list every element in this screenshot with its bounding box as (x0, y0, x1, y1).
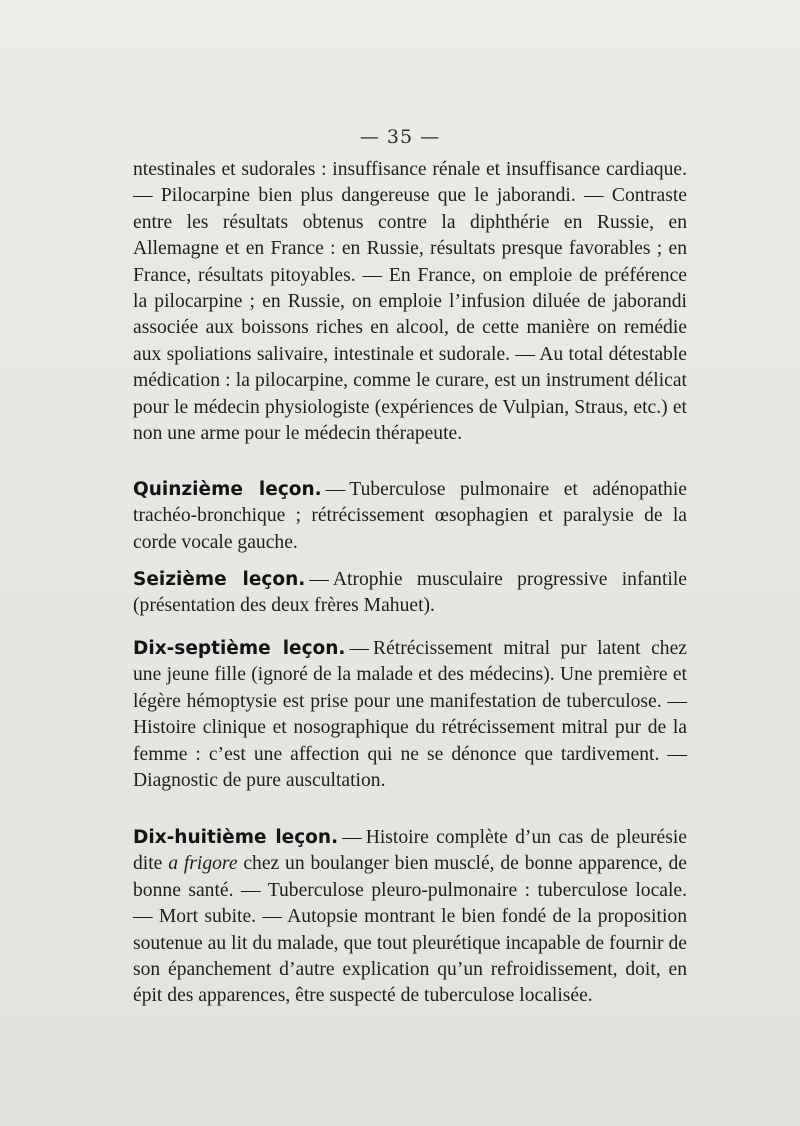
paragraph-lesson-18 (133, 825, 687, 1010)
lesson-heading: Seizième leçon. (133, 569, 306, 590)
paragraph-text: Rétrécissement mitral pur latent chez une jeune fille (ignoré de la malade et des médecins). Une première et légère hémoptysie est prise pour une manifestation de tuberculose. — Histoire clinique et nosographique du rétrécissement mitral pur de la femme : c’est une affection qui ne se dénonce que tardivement. — Diagnostic de pure auscultation. (133, 638, 687, 792)
lesson-heading: Quinzième leçon. (133, 479, 322, 500)
paragraph-continuation (133, 157, 687, 447)
lesson-heading: Dix-huitième leçon. (133, 827, 339, 848)
lesson-heading: Dix-septième leçon. (133, 638, 346, 659)
em-dash: — (325, 479, 346, 500)
em-dash: — (309, 569, 329, 590)
paragraph-text: Atrophie musculaire progressive infantile (présentation des deux frères Mahuet). (133, 569, 687, 617)
em-dash: — (342, 827, 362, 848)
paragraph-text: Histoire complète d’un cas de pleurésie dite (133, 827, 687, 875)
paragraph-text: ntestinales et sudorales : insuffisance rénale et insuffisance cardiaque. — Pilocarpine bien plus dangereuse que le jaborandi. — Contraste entre les résultats obtenus contre la diphthérie en Russie, en Allemagne et en France : en Russie, résultats presque favorables ; en France, résultats pitoyables. — En France, on emploie de préférence la pilocarpine ; en Russie, on emploie l’infusion diluée de jaborandi associée aux boissons riches en alcool, de cette manière on remédie aux spoliations salivaire, intestinale et sudorale. — Au total détestable médication : la pilocarpine, comme le curare, est un instrument délicat pour le médecin physiologiste (expériences de Vulpian, Straus, etc.) et non une arme pour le médecin thérapeute. (133, 159, 687, 445)
paragraph-lesson-17 (133, 636, 687, 794)
paragraph-text: chez un boulanger bien musclé, de bonne apparence, de bonne santé. — Tuberculose pleuro-pulmonaire : tuberculose locale. — Mort subite. — Autopsie montrant le bien fondé de la proposition soutenue au lit du malade, que tout pleurétique incapable de fournir de son épanchement d’autre explication qu’un refroidissement, doit, en épit des apparences, être suspecté de tuberculose localisée. (133, 853, 687, 1007)
paragraph-lesson-16 (133, 567, 687, 620)
paragraph-text: Tuberculose pulmonaire et adénopathie trachéo-bronchique ; rétrécissement œsophagien et paralysie de la corde vocale gauche. (133, 479, 687, 553)
page-number: — 35 — (359, 126, 441, 148)
italic-term: a frigore (168, 853, 238, 875)
paragraph-lesson-15 (133, 477, 687, 556)
em-dash: — (349, 638, 370, 659)
